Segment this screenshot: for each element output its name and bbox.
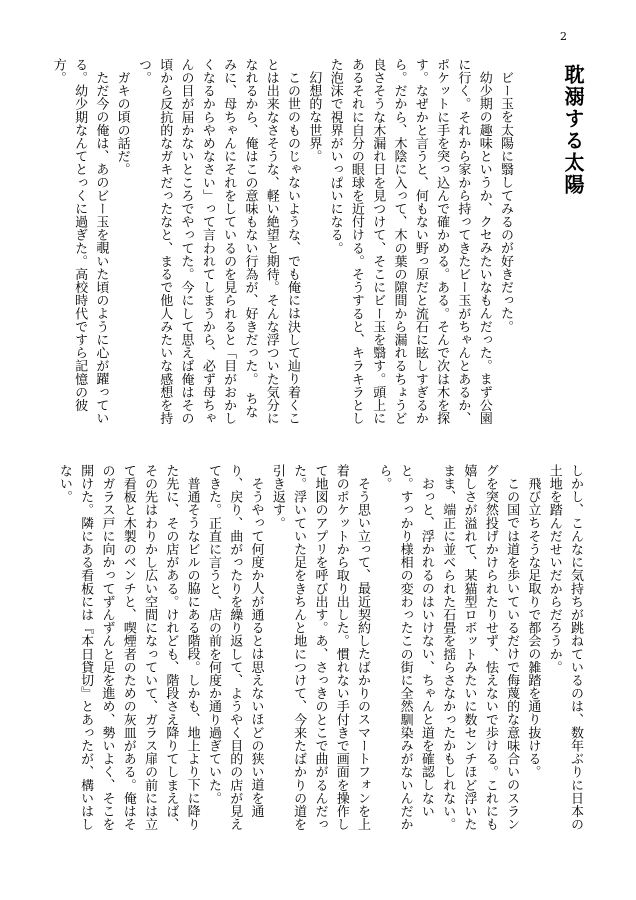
top-text-block bbox=[47, 58, 516, 430]
paragraph: 幼少期の趣味というか、クセみたいなもんだった。まず公園に行く。それから家から持ってきたビー玉がちゃんとあるか、ポケットに手を突っ込んで確かめる。ある。そんで次は木を探す。なぜかと言うと、何もない野っ原だと流石に眩しすぎるから。だから、木陰に入って、木の葉の隙間から漏れるちょうど良さそうな木漏れ日を見つけて、そこにビー玉を翳す。頭上にあるそれに自分の眼球を近付ける。そうすると、キラキラとした泡沫で視界がいっぱいになる。 bbox=[327, 58, 492, 425]
paragraph: ガキの頃の話だ。 bbox=[114, 71, 130, 176]
paragraph: ただ今の俺は、あのビー玉を覗いた頃のように心が躍っている。幼少期なんてとっくに過ぎた。高校時代ですら記憶の彼方。 bbox=[50, 58, 109, 425]
paragraph: この国では道を歩いているだけで侮蔑的な意味合いのスラングを突然投げかけられたりせず、怯えないで歩ける。これにも嬉しさが溢れて、某猫型ロボットみたいに数センチほど浮いたまま、端正に並べられた石畳を揺らさなかったかもしれない。 bbox=[440, 464, 520, 831]
paragraph: ビー玉を太陽に翳してみるのが好きだった。 bbox=[498, 71, 513, 333]
paragraph: 普通そうなビルの脇にある階段。しかも、地上より下に降りた先に、その店がある。けれども、階段さえ降りてしまえば、その先はわりかし広い空間になっていて、ガラス扉の前には立て看板と木製のベンチと、喫煙者のための灰皿がある。俺はそのガラス戸に向かってずんずんと足を進め、勢いよく、そこを開けた。隣にある看板には『本日貸切』とあったが、構いはしない。 bbox=[56, 464, 200, 831]
paragraph: この世のものじゃないような、でも俺には決して辿り着くことは出来なさそうな、軽い絶望と期待。そんな浮ついた気分になれるから、俺はこの意味もない行為が、好きだった。 ちなみに、母ちゃんにそれをしているのを見られると「目がおかしくなるからやめなさい」って言われてしまうから、必ず母ちゃんの目が届かないところでやってた。今にして思えば俺はその頃から反抗的なガキだったなと、まるで他人みたいな感想を持つ。 bbox=[135, 58, 301, 425]
paragraph: おっと、浮かれるのはいけない、ちゃんと道を確認しないと。すっかり様相の変わったこの街に全然馴染みがないんだから。 bbox=[376, 464, 434, 831]
paragraph: そう思い立って、最近契約したばかりのスマートフォンを上着のポケットから取り出した。慣れない手付きで画面を操作して地図のアプリを呼び出す。あ、さっきのとこで曲がるんだった。浮いていた足をきちんと地につけて、今来たばかりの道を引き返す。 bbox=[269, 464, 371, 831]
story-title: 耽溺する太陽 bbox=[561, 64, 585, 196]
paragraph: 幻想的な世界。 bbox=[306, 71, 322, 163]
page-number: 2 bbox=[560, 30, 567, 43]
paragraph: 飛び立ちそうな足取りで都会の雑踏を通り抜ける。 bbox=[525, 477, 541, 779]
paragraph: そうやって何度か人が通るとは思えないほどの狭い道を通り、戻り、曲がったりを繰り返して、ようやく目的の店が見えてきた。正直に言うと、店の前を何度か通り過ぎていた。 bbox=[205, 464, 264, 831]
paragraph: しかし、こんなに気持ちが跳ねているのは、数年ぶりに日本の土地を踏んだせいだからだろうか。 bbox=[546, 464, 583, 831]
bottom-text-block bbox=[54, 464, 586, 836]
